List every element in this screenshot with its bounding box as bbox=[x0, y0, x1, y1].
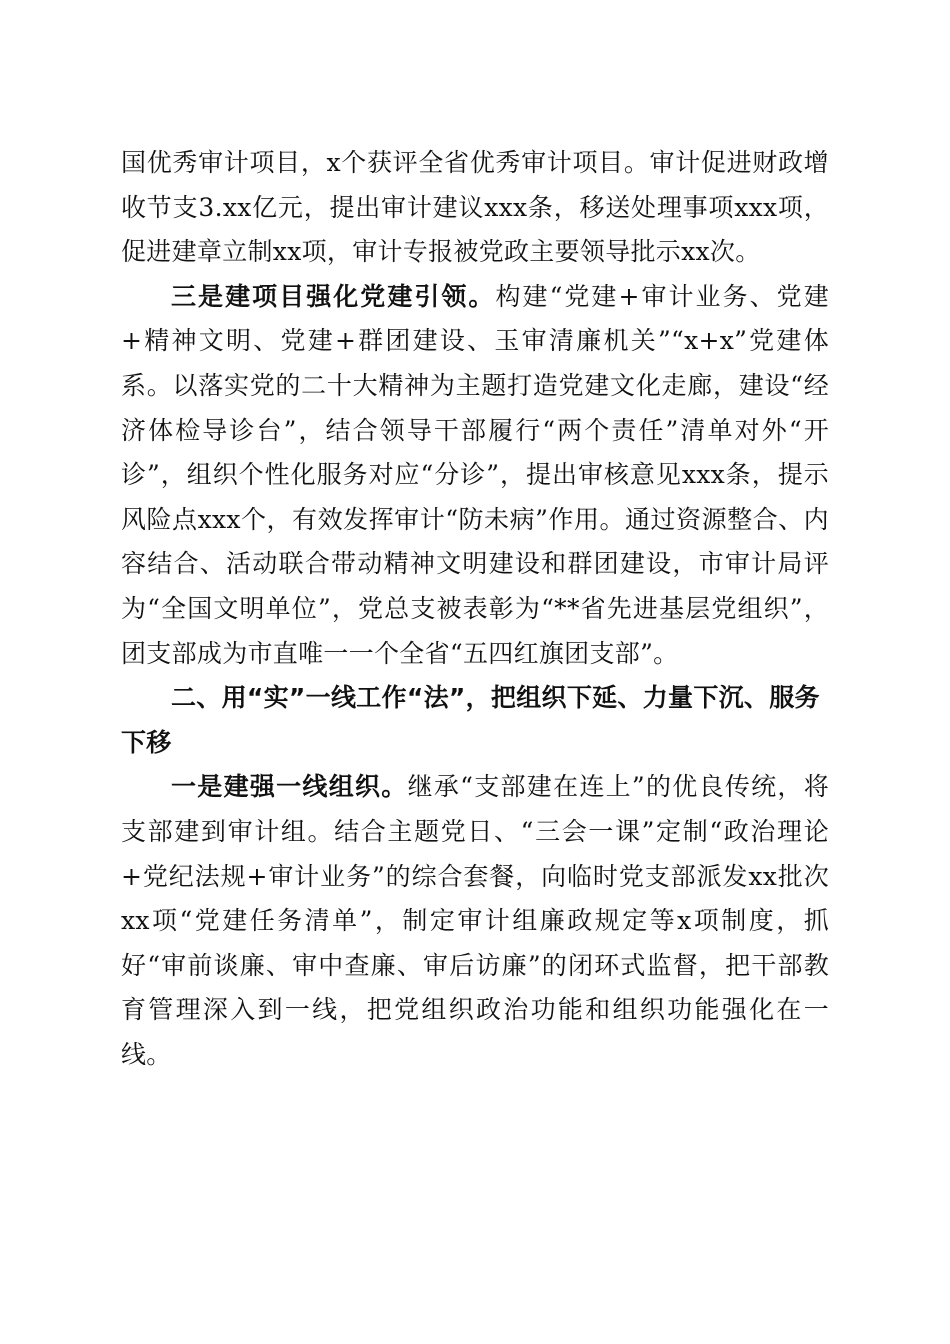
paragraph-text: 国优秀审计项目，x个获评全省优秀审计项目。审计促进财政增收节支3.xx亿元，提出审计建议xxx条，移送处理事项xxx项，促进建章立制xx项，审计专报被党政主要领导批示xx次。 bbox=[121, 148, 829, 267]
paragraph-text: 继承“支部建在连上”的优良传统，将支部建到审计组。结合主题党日、“三会一课”定制“政治理论+党纪法规+审计业务”的综合套餐，向临时党支部派发xx批次xx项“党建任务清单”，制定审计组廉政规定等x项制度，抓好“审前谈廉、审中查廉、审后访廉”的闭环式监督，把干部教育管理深入到一线，把党组织政治功能和组织功能强化在一线。 bbox=[121, 772, 830, 1069]
paragraph-party-building bbox=[121, 275, 829, 676]
document-body bbox=[121, 141, 829, 1077]
paragraph-continuation bbox=[121, 141, 829, 275]
paragraph-lead: 三是建项目强化党建引领。 bbox=[171, 281, 496, 311]
paragraph-text: 构建“党建+审计业务、党建+精神文明、党建+群团建设、玉审清廉机关”“x+x”党建体系。以落实党的二十大精神为主题打造党建文化走廊，建设“经济体检导诊台”，结合领导干部履行“两个责任”清单对外“开诊”，组织个性化服务对应“分诊”，提出审核意见xxx条，提示风险点xxx个，有效发挥审计“防未病”作用。通过资源整合、内容结合、活动联合带动精神文明建设和群团建设，市审计局评为“全国文明单位”，党总支被表彰为“**省先进基层党组织”，团支部成为市直唯一一个全省“五四红旗团支部”。 bbox=[121, 281, 829, 668]
paragraph-lead: 一是建强一线组织。 bbox=[171, 772, 408, 802]
paragraph-frontline-organization bbox=[121, 765, 829, 1077]
section-heading: 二、用“实”一线工作“法”，把组织下延、力量下沉、服务下移 bbox=[121, 683, 820, 757]
